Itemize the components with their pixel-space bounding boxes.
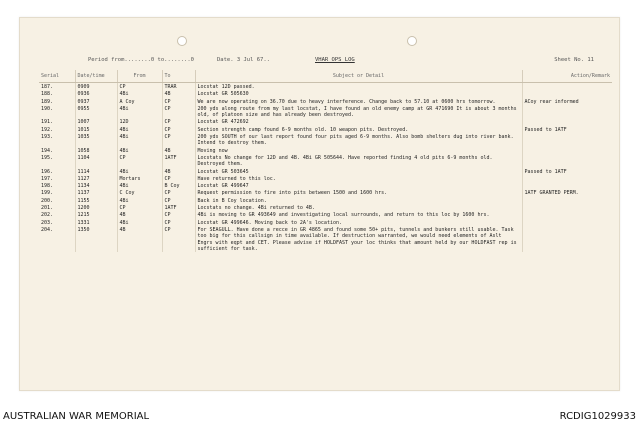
action-cell: ACoy rear informed — [524, 98, 579, 105]
action-cell — [522, 175, 612, 182]
datetime-cell: 1114 — [75, 168, 117, 175]
serial-cell: 195. — [39, 154, 75, 168]
date-field: Date. 3 Jul 67.. — [217, 57, 270, 63]
table-row — [39, 105, 612, 119]
table-row — [39, 175, 612, 182]
archive-credit: AUSTRALIAN WAR MEMORIAL — [3, 411, 150, 422]
action-cell — [522, 105, 612, 119]
subject-cell: Locstats no change. 4Bi returned to 4B. — [195, 204, 522, 211]
serial-cell: 199. — [39, 189, 75, 196]
archive-reference: RCDIG1029933 — [559, 411, 636, 422]
table-row — [39, 126, 612, 133]
action-cell — [522, 182, 612, 189]
serial-cell: 188. — [39, 90, 75, 97]
to-cell: 4B — [162, 147, 195, 154]
column-header-to: To — [162, 70, 195, 83]
from-cell: CP — [117, 83, 162, 91]
to-cell: 4B — [162, 90, 195, 97]
table-row — [39, 98, 612, 105]
datetime-cell: 1007 — [75, 118, 117, 125]
subject-cell: Locstat GR 472692 — [195, 118, 522, 125]
to-cell: 4B — [162, 168, 195, 175]
datetime-cell: 1104 — [75, 154, 117, 168]
datetime-cell: 1331 — [75, 219, 117, 226]
column-header-action: Action/Remark — [522, 70, 612, 83]
serial-cell: 198. — [39, 182, 75, 189]
datetime-cell: 0937 — [75, 98, 117, 105]
datetime-cell: 1155 — [75, 197, 117, 204]
action-cell — [522, 90, 612, 97]
subject-cell: For SEAGULL. Have done a recce in GR 4865 and found some 50+ pits, tunnels and bunkers still usable. Task too big for this callsign in time available. If destruction warranted, we would need elements of Aslt Engrs with eqpt and CET. Please advise if HOLDFAST your loc thinks that amount held by our HOLDFAST rep is sufficient for task. — [195, 226, 522, 252]
from-cell: 4B — [117, 226, 162, 252]
action-cell — [522, 204, 612, 211]
subject-cell: Locstat GR 499646. Moving back to 2A's location. — [195, 219, 522, 226]
from-cell: Mortars — [117, 175, 162, 182]
from-cell: 4Bi — [117, 126, 162, 133]
from-cell: C Coy — [117, 189, 162, 196]
serial-cell: 192. — [39, 126, 75, 133]
subject-cell: 4Bi is moving to GR 493649 and investigating local surrounds, and return to this loc by 1600 hrs. — [195, 211, 522, 218]
datetime-cell: 1134 — [75, 182, 117, 189]
column-header-subject: Subject or Detail — [195, 70, 522, 83]
to-cell: CP — [162, 175, 195, 182]
sheet-header — [40, 57, 600, 67]
serial-cell: 187. — [39, 83, 75, 91]
action-cell — [522, 219, 612, 226]
subject-cell: Locstat GR 505630 — [195, 90, 522, 97]
from-cell: A Coy — [117, 98, 162, 105]
table-row — [39, 154, 612, 168]
subject-cell: 200 yds SOUTH of our last report found four pits aged 6-9 months. Also bomb shelters dug into river bank. Intend to destroy them. — [195, 133, 522, 147]
serial-cell: 193. — [39, 133, 75, 147]
datetime-cell: 1058 — [75, 147, 117, 154]
from-cell: 4Bi — [117, 168, 162, 175]
action-cell: Passed to 1ATF — [524, 126, 567, 133]
subject-cell: Have returned to this loc. — [195, 175, 522, 182]
to-cell: CP — [162, 219, 195, 226]
column-header-dtg: Date/time — [75, 70, 117, 83]
action-cell — [522, 197, 612, 204]
serial-cell: 191. — [39, 118, 75, 125]
from-cell: CP — [117, 204, 162, 211]
subject-cell: Locstats No change for 12D and 4B. 4Bi GR 505644. Have reported finding 4 old pits 6-9 months old. Destroyed them. — [195, 154, 522, 168]
serial-cell: 189. — [39, 98, 75, 105]
from-cell: 4Bi — [117, 197, 162, 204]
action-cell — [522, 147, 612, 154]
subject-cell: Moving now — [195, 147, 522, 154]
subject-cell: Request permission to fire into pits between 1500 and 1600 hrs. — [195, 189, 522, 196]
action-cell — [522, 226, 612, 252]
datetime-cell: 1350 — [75, 226, 117, 252]
log-title: VHAR OPS LOG — [315, 57, 355, 63]
from-cell: 12D — [117, 118, 162, 125]
to-cell: CP — [162, 226, 195, 252]
table-row — [39, 189, 612, 196]
action-cell — [522, 154, 612, 168]
serial-cell: 204. — [39, 226, 75, 252]
serial-cell: 202. — [39, 211, 75, 218]
table-row — [39, 197, 612, 204]
datetime-cell: 1215 — [75, 211, 117, 218]
action-cell — [522, 118, 612, 125]
datetime-cell: 1137 — [75, 189, 117, 196]
action-cell: 1ATF GRANTED PERM. — [524, 190, 579, 197]
table-row — [39, 211, 612, 218]
to-cell: 1ATF — [162, 204, 195, 211]
from-cell: 4B — [117, 211, 162, 218]
to-cell: CP — [162, 133, 195, 147]
subject-cell: Locstat GR 499647 — [195, 182, 522, 189]
column-header-serial: Serial — [39, 70, 75, 83]
to-cell: B Coy — [162, 182, 195, 189]
sheet-number: Sheet No. 11 — [554, 57, 594, 63]
from-cell: 4Bi — [117, 147, 162, 154]
serial-cell: 196. — [39, 168, 75, 175]
action-cell — [522, 211, 612, 218]
table-row — [39, 83, 612, 91]
to-cell: TRAR — [162, 83, 195, 91]
to-cell: CP — [162, 189, 195, 196]
datetime-cell: 0955 — [75, 105, 117, 119]
action-cell — [522, 133, 612, 147]
table-header-row — [39, 70, 612, 83]
table-row — [39, 219, 612, 226]
subject-cell: Section strength camp found 6-9 months old. 10 weapon pits. Destroyed. — [195, 126, 522, 133]
from-cell: 4Bi — [117, 105, 162, 119]
from-cell: 4Bi — [117, 182, 162, 189]
serial-cell: 203. — [39, 219, 75, 226]
from-cell: 4Bi — [117, 219, 162, 226]
datetime-cell: 1015 — [75, 126, 117, 133]
punch-hole — [407, 36, 417, 46]
table-row — [39, 182, 612, 189]
serial-cell: 200. — [39, 197, 75, 204]
serial-cell: 194. — [39, 147, 75, 154]
table-row — [39, 147, 612, 154]
datetime-cell: 1200 — [75, 204, 117, 211]
from-cell: 4Bi — [117, 90, 162, 97]
serial-cell: 197. — [39, 175, 75, 182]
table-row — [39, 90, 612, 97]
to-cell: CP — [162, 105, 195, 119]
from-cell: 4Bi — [117, 133, 162, 147]
table-row — [39, 118, 612, 125]
subject-cell: Locstat GR 503645 — [195, 168, 522, 175]
column-header-from: From — [117, 70, 162, 83]
from-cell: CP — [117, 154, 162, 168]
subject-cell: Locstat 12D passed. — [195, 83, 522, 91]
table-row — [39, 204, 612, 211]
datetime-cell: 0936 — [75, 90, 117, 97]
table-row — [39, 168, 612, 175]
action-cell: Passed to 1ATF — [524, 168, 567, 175]
ops-log-table — [39, 70, 612, 252]
to-cell: CP — [162, 197, 195, 204]
to-cell: CP — [162, 118, 195, 125]
table-row — [39, 226, 612, 252]
period-field: Period from........0 to........0 — [88, 57, 194, 63]
to-cell: CP — [162, 98, 195, 105]
subject-cell: We are now operating on 36.70 due to heavy interference. Change back to 57.10 at 0600 hrs tomorrow. — [195, 98, 522, 105]
datetime-cell: 1035 — [75, 133, 117, 147]
to-cell: 1ATF — [162, 154, 195, 168]
punch-hole — [177, 36, 187, 46]
table-row — [39, 133, 612, 147]
subject-cell: Back in B Coy location. — [195, 197, 522, 204]
datetime-cell: 0909 — [75, 83, 117, 91]
datetime-cell: 1127 — [75, 175, 117, 182]
to-cell: CP — [162, 211, 195, 218]
to-cell: CP — [162, 126, 195, 133]
serial-cell: 190. — [39, 105, 75, 119]
action-cell — [522, 83, 612, 91]
serial-cell: 201. — [39, 204, 75, 211]
subject-cell: 200 yds along route from my last locstat, I have found an old enemy camp at GR 471690 It is about 3 months old, of platoon size and has already been destroyed. — [195, 105, 522, 119]
